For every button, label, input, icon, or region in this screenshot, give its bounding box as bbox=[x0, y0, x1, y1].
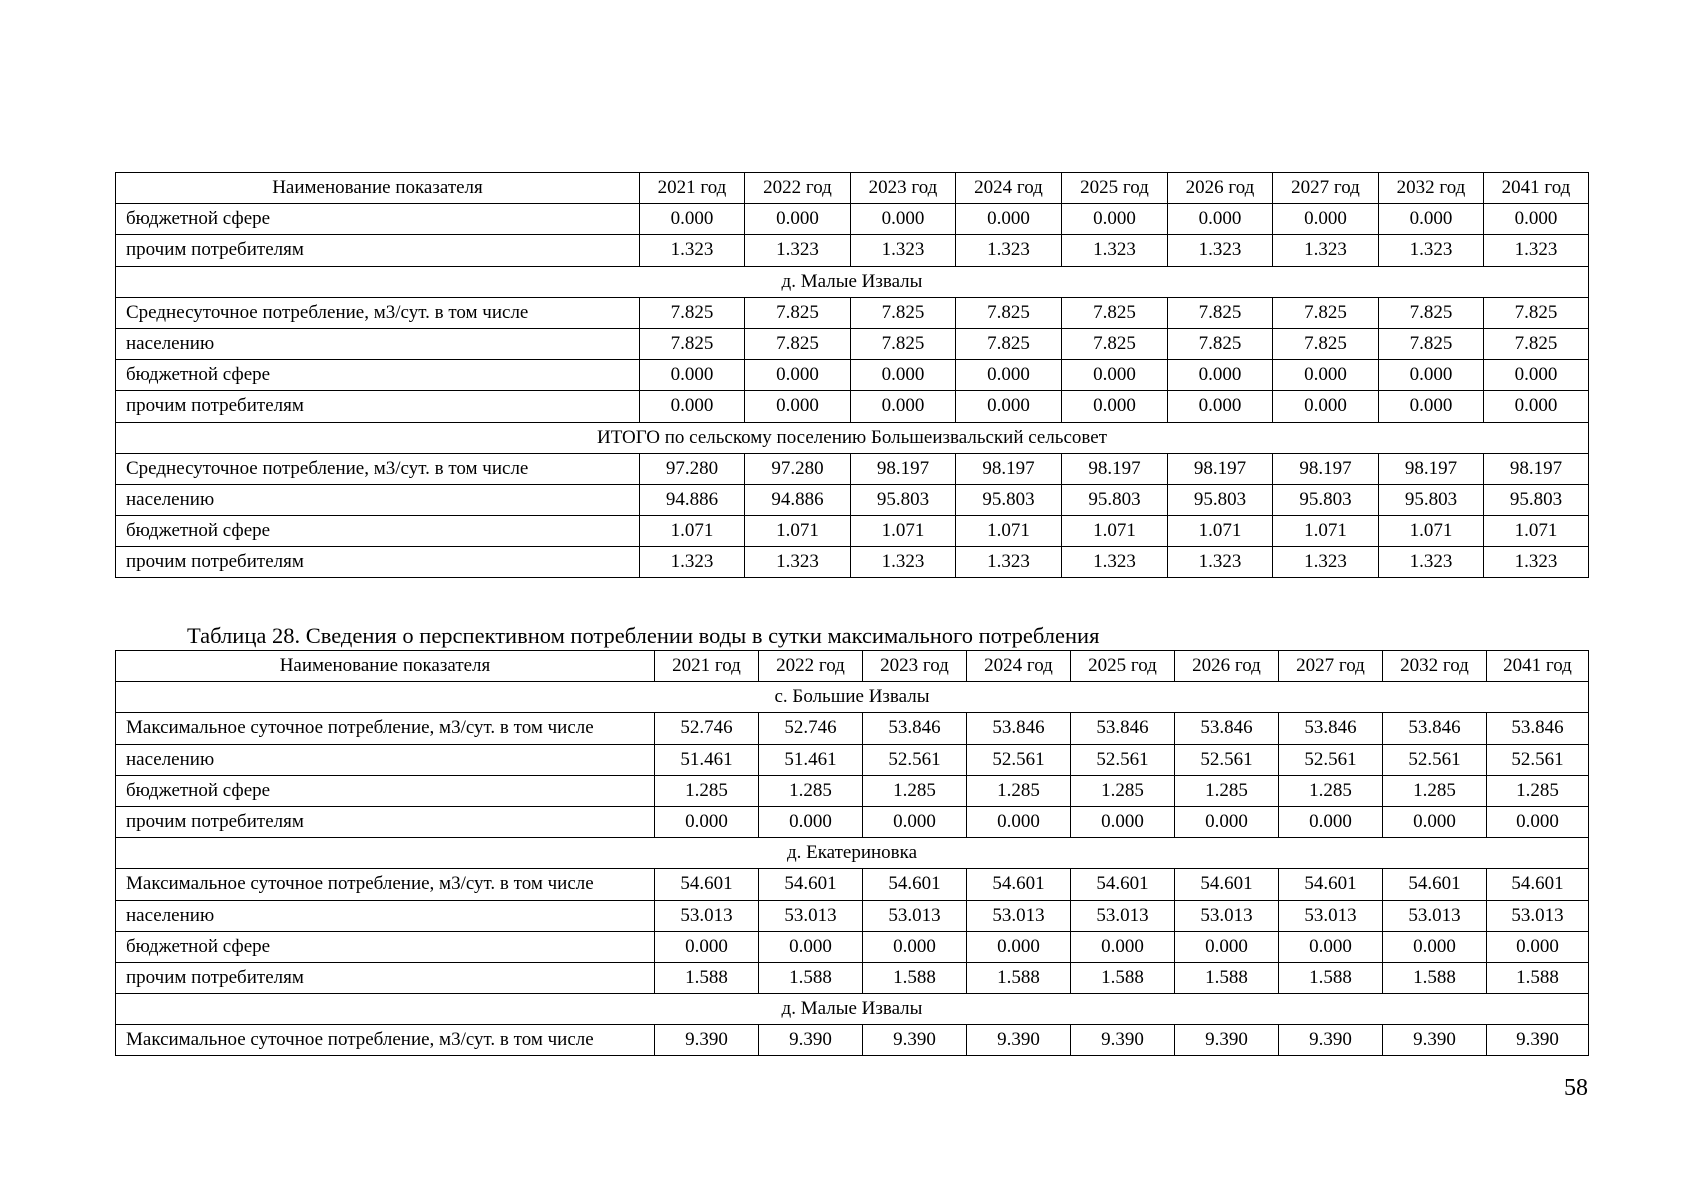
value-cell: 54.601 bbox=[759, 869, 863, 900]
value-cell: 0.000 bbox=[655, 806, 759, 837]
value-cell: 1.071 bbox=[1484, 516, 1589, 547]
value-cell: 7.825 bbox=[745, 328, 851, 359]
value-cell: 7.825 bbox=[1379, 328, 1484, 359]
header-year: 2025 год bbox=[1062, 173, 1168, 204]
value-cell: 98.197 bbox=[1062, 453, 1168, 484]
value-cell: 1.285 bbox=[967, 775, 1071, 806]
value-cell: 0.000 bbox=[759, 806, 863, 837]
value-cell: 1.285 bbox=[1383, 775, 1487, 806]
row-label: бюджетной сфере bbox=[116, 360, 640, 391]
table-header-row bbox=[116, 173, 1589, 204]
value-cell: 0.000 bbox=[1484, 204, 1589, 235]
value-cell: 0.000 bbox=[1273, 391, 1379, 422]
value-cell: 1.323 bbox=[1062, 547, 1168, 578]
table-row bbox=[116, 869, 1589, 900]
section-title: д. Екатериновка bbox=[116, 838, 1589, 869]
value-cell: 53.846 bbox=[1071, 713, 1175, 744]
header-year: 2022 год bbox=[745, 173, 851, 204]
row-label: Максимальное суточное потребление, м3/сут. в том числе bbox=[116, 713, 655, 744]
row-label: бюджетной сфере bbox=[116, 204, 640, 235]
value-cell: 54.601 bbox=[1071, 869, 1175, 900]
value-cell: 0.000 bbox=[1484, 391, 1589, 422]
value-cell: 53.846 bbox=[1383, 713, 1487, 744]
value-cell: 7.825 bbox=[851, 328, 956, 359]
value-cell: 1.323 bbox=[1379, 235, 1484, 266]
value-cell: 9.390 bbox=[1279, 1025, 1383, 1056]
value-cell: 7.825 bbox=[1484, 297, 1589, 328]
header-year: 2023 год bbox=[851, 173, 956, 204]
table-row bbox=[116, 962, 1589, 993]
table-row bbox=[116, 484, 1589, 515]
section-row bbox=[116, 266, 1589, 297]
section-title: д. Малые Извалы bbox=[116, 994, 1589, 1025]
value-cell: 1.323 bbox=[1168, 547, 1273, 578]
value-cell: 95.803 bbox=[956, 484, 1062, 515]
value-cell: 1.323 bbox=[745, 547, 851, 578]
value-cell: 9.390 bbox=[1383, 1025, 1487, 1056]
table-header-row bbox=[116, 651, 1589, 682]
value-cell: 0.000 bbox=[1279, 931, 1383, 962]
value-cell: 0.000 bbox=[640, 391, 745, 422]
value-cell: 0.000 bbox=[1175, 806, 1279, 837]
value-cell: 7.825 bbox=[640, 297, 745, 328]
value-cell: 52.561 bbox=[1383, 744, 1487, 775]
value-cell: 0.000 bbox=[1062, 360, 1168, 391]
value-cell: 52.561 bbox=[1279, 744, 1383, 775]
value-cell: 94.886 bbox=[745, 484, 851, 515]
header-year: 2022 год bbox=[759, 651, 863, 682]
value-cell: 7.825 bbox=[956, 297, 1062, 328]
value-cell: 53.846 bbox=[967, 713, 1071, 744]
row-label: прочим потребителям bbox=[116, 547, 640, 578]
value-cell: 1.588 bbox=[1279, 962, 1383, 993]
value-cell: 1.588 bbox=[1383, 962, 1487, 993]
section-row bbox=[116, 422, 1589, 453]
table-row bbox=[116, 391, 1589, 422]
value-cell: 95.803 bbox=[1273, 484, 1379, 515]
row-label: Максимальное суточное потребление, м3/сут. в том числе bbox=[116, 869, 655, 900]
header-year: 2024 год bbox=[967, 651, 1071, 682]
value-cell: 9.390 bbox=[863, 1025, 967, 1056]
row-label: населению bbox=[116, 900, 655, 931]
table-row bbox=[116, 775, 1589, 806]
value-cell: 7.825 bbox=[956, 328, 1062, 359]
table-row bbox=[116, 360, 1589, 391]
value-cell: 53.846 bbox=[1175, 713, 1279, 744]
row-label: прочим потребителям bbox=[116, 391, 640, 422]
value-cell: 0.000 bbox=[1168, 360, 1273, 391]
value-cell: 0.000 bbox=[863, 931, 967, 962]
value-cell: 0.000 bbox=[967, 931, 1071, 962]
value-cell: 7.825 bbox=[1484, 328, 1589, 359]
header-year: 2027 год bbox=[1273, 173, 1379, 204]
value-cell: 53.013 bbox=[967, 900, 1071, 931]
value-cell: 1.071 bbox=[1273, 516, 1379, 547]
value-cell: 0.000 bbox=[745, 360, 851, 391]
row-label: прочим потребителям bbox=[116, 235, 640, 266]
value-cell: 0.000 bbox=[1379, 204, 1484, 235]
value-cell: 0.000 bbox=[655, 931, 759, 962]
value-cell: 0.000 bbox=[1175, 931, 1279, 962]
value-cell: 0.000 bbox=[1071, 931, 1175, 962]
row-label: Максимальное суточное потребление, м3/сут. в том числе bbox=[116, 1025, 655, 1056]
table-row bbox=[116, 744, 1589, 775]
value-cell: 51.461 bbox=[759, 744, 863, 775]
value-cell: 98.197 bbox=[1484, 453, 1589, 484]
value-cell: 98.197 bbox=[1168, 453, 1273, 484]
section-title: д. Малые Извалы bbox=[116, 266, 1589, 297]
value-cell: 9.390 bbox=[1071, 1025, 1175, 1056]
value-cell: 53.013 bbox=[1071, 900, 1175, 931]
row-label: бюджетной сфере bbox=[116, 931, 655, 962]
value-cell: 1.323 bbox=[1379, 547, 1484, 578]
table-row bbox=[116, 297, 1589, 328]
value-cell: 0.000 bbox=[956, 391, 1062, 422]
table-row bbox=[116, 453, 1589, 484]
section-title: с. Большие Извалы bbox=[116, 682, 1589, 713]
header-year: 2026 год bbox=[1168, 173, 1273, 204]
header-year: 2024 год bbox=[956, 173, 1062, 204]
table-row bbox=[116, 713, 1589, 744]
value-cell: 0.000 bbox=[1071, 806, 1175, 837]
value-cell: 7.825 bbox=[1273, 297, 1379, 328]
value-cell: 0.000 bbox=[956, 360, 1062, 391]
value-cell: 7.825 bbox=[640, 328, 745, 359]
value-cell: 0.000 bbox=[1273, 204, 1379, 235]
value-cell: 52.561 bbox=[967, 744, 1071, 775]
value-cell: 1.071 bbox=[745, 516, 851, 547]
value-cell: 1.285 bbox=[863, 775, 967, 806]
value-cell: 98.197 bbox=[956, 453, 1062, 484]
value-cell: 0.000 bbox=[1379, 391, 1484, 422]
value-cell: 1.071 bbox=[1062, 516, 1168, 547]
table-row bbox=[116, 235, 1589, 266]
value-cell: 53.013 bbox=[1175, 900, 1279, 931]
value-cell: 95.803 bbox=[1379, 484, 1484, 515]
value-cell: 9.390 bbox=[1487, 1025, 1589, 1056]
value-cell: 52.561 bbox=[1487, 744, 1589, 775]
value-cell: 54.601 bbox=[1487, 869, 1589, 900]
table-28-caption: Таблица 28. Сведения о перспективном потреблении воды в сутки максимального потребления bbox=[187, 623, 1100, 648]
value-cell: 7.825 bbox=[745, 297, 851, 328]
table-row bbox=[116, 547, 1589, 578]
value-cell: 1.323 bbox=[851, 235, 956, 266]
value-cell: 7.825 bbox=[1379, 297, 1484, 328]
value-cell: 51.461 bbox=[655, 744, 759, 775]
value-cell: 0.000 bbox=[967, 806, 1071, 837]
value-cell: 0.000 bbox=[745, 204, 851, 235]
table-row bbox=[116, 806, 1589, 837]
value-cell: 1.285 bbox=[1071, 775, 1175, 806]
table-row bbox=[116, 900, 1589, 931]
value-cell: 52.746 bbox=[759, 713, 863, 744]
value-cell: 1.323 bbox=[956, 235, 1062, 266]
value-cell: 9.390 bbox=[1175, 1025, 1279, 1056]
value-cell: 1.323 bbox=[1273, 547, 1379, 578]
value-cell: 7.825 bbox=[851, 297, 956, 328]
value-cell: 0.000 bbox=[851, 360, 956, 391]
value-cell: 0.000 bbox=[1379, 360, 1484, 391]
row-label: Среднесуточное потребление, м3/сут. в том числе bbox=[116, 297, 640, 328]
table-row bbox=[116, 204, 1589, 235]
value-cell: 1.285 bbox=[1279, 775, 1383, 806]
consumption-table-continued bbox=[115, 172, 1589, 578]
value-cell: 1.323 bbox=[1168, 235, 1273, 266]
value-cell: 1.588 bbox=[967, 962, 1071, 993]
value-cell: 1.588 bbox=[863, 962, 967, 993]
value-cell: 1.285 bbox=[655, 775, 759, 806]
value-cell: 95.803 bbox=[1062, 484, 1168, 515]
header-year: 2027 год bbox=[1279, 651, 1383, 682]
value-cell: 53.013 bbox=[655, 900, 759, 931]
section-row bbox=[116, 682, 1589, 713]
header-year: 2025 год bbox=[1071, 651, 1175, 682]
value-cell: 97.280 bbox=[640, 453, 745, 484]
value-cell: 1.588 bbox=[1071, 962, 1175, 993]
value-cell: 0.000 bbox=[1383, 806, 1487, 837]
value-cell: 0.000 bbox=[956, 204, 1062, 235]
value-cell: 9.390 bbox=[967, 1025, 1071, 1056]
page-number: 58 bbox=[1564, 1075, 1588, 1101]
value-cell: 53.013 bbox=[863, 900, 967, 931]
value-cell: 1.588 bbox=[1175, 962, 1279, 993]
value-cell: 53.013 bbox=[1279, 900, 1383, 931]
value-cell: 98.197 bbox=[851, 453, 956, 484]
header-year: 2021 год bbox=[640, 173, 745, 204]
value-cell: 1.323 bbox=[640, 547, 745, 578]
value-cell: 1.285 bbox=[759, 775, 863, 806]
row-label: прочим потребителям bbox=[116, 806, 655, 837]
value-cell: 53.846 bbox=[1487, 713, 1589, 744]
value-cell: 53.013 bbox=[759, 900, 863, 931]
value-cell: 7.825 bbox=[1273, 328, 1379, 359]
value-cell: 0.000 bbox=[1487, 806, 1589, 837]
row-label: бюджетной сфере bbox=[116, 775, 655, 806]
row-label: населению bbox=[116, 484, 640, 515]
value-cell: 7.825 bbox=[1062, 328, 1168, 359]
value-cell: 1.588 bbox=[655, 962, 759, 993]
value-cell: 0.000 bbox=[759, 931, 863, 962]
value-cell: 95.803 bbox=[1168, 484, 1273, 515]
value-cell: 0.000 bbox=[1062, 204, 1168, 235]
value-cell: 54.601 bbox=[1175, 869, 1279, 900]
header-year: 2021 год bbox=[655, 651, 759, 682]
header-year: 2026 год bbox=[1175, 651, 1279, 682]
row-label: прочим потребителям bbox=[116, 962, 655, 993]
value-cell: 1.323 bbox=[745, 235, 851, 266]
value-cell: 0.000 bbox=[640, 360, 745, 391]
value-cell: 52.746 bbox=[655, 713, 759, 744]
value-cell: 98.197 bbox=[1273, 453, 1379, 484]
value-cell: 52.561 bbox=[1175, 744, 1279, 775]
table-row bbox=[116, 328, 1589, 359]
value-cell: 52.561 bbox=[863, 744, 967, 775]
row-label: населению bbox=[116, 744, 655, 775]
header-year: 2041 год bbox=[1487, 651, 1589, 682]
value-cell: 0.000 bbox=[640, 204, 745, 235]
value-cell: 0.000 bbox=[851, 204, 956, 235]
value-cell: 1.323 bbox=[1062, 235, 1168, 266]
value-cell: 0.000 bbox=[1168, 204, 1273, 235]
value-cell: 54.601 bbox=[967, 869, 1071, 900]
table-row bbox=[116, 1025, 1589, 1056]
value-cell: 0.000 bbox=[1279, 806, 1383, 837]
table-row bbox=[116, 931, 1589, 962]
header-indicator-name: Наименование показателя bbox=[116, 173, 640, 204]
value-cell: 1.323 bbox=[851, 547, 956, 578]
value-cell: 54.601 bbox=[1383, 869, 1487, 900]
value-cell: 53.846 bbox=[1279, 713, 1383, 744]
value-cell: 7.825 bbox=[1168, 328, 1273, 359]
value-cell: 52.561 bbox=[1071, 744, 1175, 775]
value-cell: 1.588 bbox=[759, 962, 863, 993]
header-year: 2032 год bbox=[1383, 651, 1487, 682]
value-cell: 95.803 bbox=[1484, 484, 1589, 515]
value-cell: 54.601 bbox=[655, 869, 759, 900]
table-28 bbox=[115, 650, 1589, 1056]
value-cell: 1.071 bbox=[640, 516, 745, 547]
value-cell: 7.825 bbox=[1062, 297, 1168, 328]
value-cell: 1.285 bbox=[1487, 775, 1589, 806]
value-cell: 1.323 bbox=[1273, 235, 1379, 266]
header-year: 2032 год bbox=[1379, 173, 1484, 204]
value-cell: 1.588 bbox=[1487, 962, 1589, 993]
value-cell: 1.323 bbox=[956, 547, 1062, 578]
section-row bbox=[116, 994, 1589, 1025]
value-cell: 1.323 bbox=[1484, 547, 1589, 578]
value-cell: 0.000 bbox=[1168, 391, 1273, 422]
value-cell: 1.071 bbox=[851, 516, 956, 547]
value-cell: 0.000 bbox=[1383, 931, 1487, 962]
value-cell: 98.197 bbox=[1379, 453, 1484, 484]
header-indicator-name: Наименование показателя bbox=[116, 651, 655, 682]
value-cell: 0.000 bbox=[1062, 391, 1168, 422]
value-cell: 0.000 bbox=[1273, 360, 1379, 391]
value-cell: 9.390 bbox=[759, 1025, 863, 1056]
value-cell: 0.000 bbox=[851, 391, 956, 422]
value-cell: 53.013 bbox=[1487, 900, 1589, 931]
value-cell: 1.323 bbox=[1484, 235, 1589, 266]
header-year: 2041 год bbox=[1484, 173, 1589, 204]
value-cell: 54.601 bbox=[863, 869, 967, 900]
section-row bbox=[116, 838, 1589, 869]
value-cell: 53.846 bbox=[863, 713, 967, 744]
value-cell: 0.000 bbox=[745, 391, 851, 422]
value-cell: 54.601 bbox=[1279, 869, 1383, 900]
value-cell: 0.000 bbox=[1487, 931, 1589, 962]
value-cell: 1.071 bbox=[956, 516, 1062, 547]
row-label: Среднесуточное потребление, м3/сут. в том числе bbox=[116, 453, 640, 484]
value-cell: 95.803 bbox=[851, 484, 956, 515]
value-cell: 1.285 bbox=[1175, 775, 1279, 806]
value-cell: 1.071 bbox=[1168, 516, 1273, 547]
value-cell: 7.825 bbox=[1168, 297, 1273, 328]
value-cell: 1.071 bbox=[1379, 516, 1484, 547]
section-title: ИТОГО по сельскому поселению Большеизвальский сельсовет bbox=[116, 422, 1589, 453]
value-cell: 53.013 bbox=[1383, 900, 1487, 931]
row-label: населению bbox=[116, 328, 640, 359]
value-cell: 97.280 bbox=[745, 453, 851, 484]
value-cell: 0.000 bbox=[1484, 360, 1589, 391]
value-cell: 1.323 bbox=[640, 235, 745, 266]
value-cell: 0.000 bbox=[863, 806, 967, 837]
header-year: 2023 год bbox=[863, 651, 967, 682]
row-label: бюджетной сфере bbox=[116, 516, 640, 547]
value-cell: 9.390 bbox=[655, 1025, 759, 1056]
table-row bbox=[116, 516, 1589, 547]
value-cell: 94.886 bbox=[640, 484, 745, 515]
